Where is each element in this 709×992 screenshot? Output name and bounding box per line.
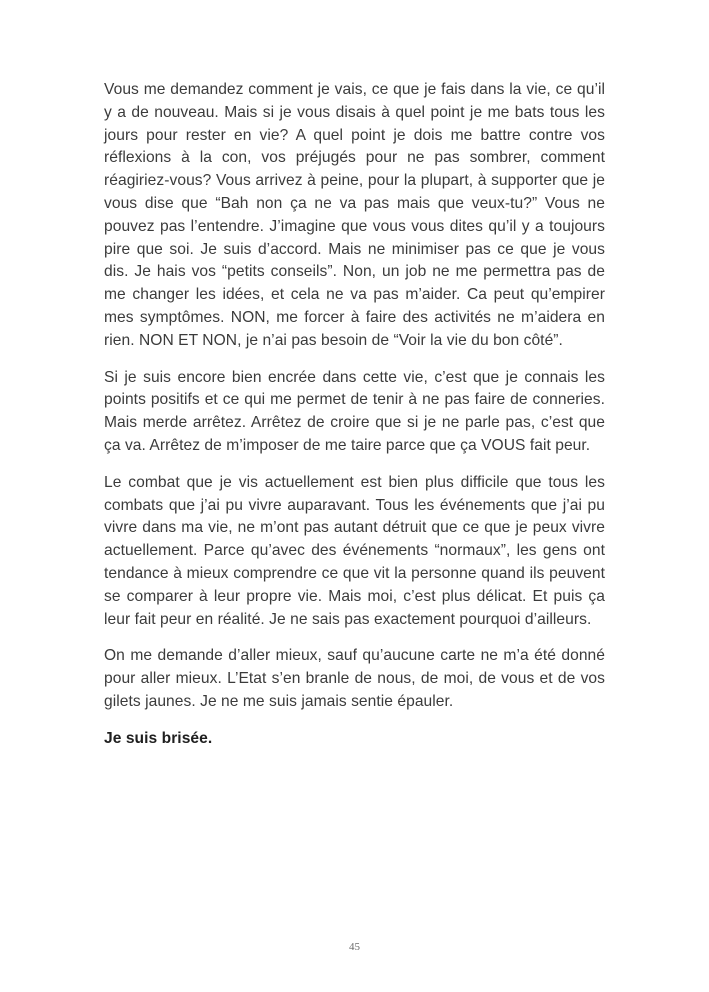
paragraph-3: Le combat que je vis actuellement est bien plus difficile que tous les combats que j’ai pu vivre auparavant. Tous les événements que j’ai pu vivre dans ma vie, ne m’ont pas autant détruit que ce que je peux vivre actuellement. Parce qu’avec des événements “normaux”, les gens ont tendance à mieux comprendre ce que vit la personne quand ils peuvent se comparer à leur propre vie. Mais moi, c’est plus délicat. Et puis ça leur fait peur en réalité. Je ne sais pas exactement pourquoi d’ailleurs. bbox=[104, 473, 605, 628]
paragraph-4: On me demande d’aller mieux, sauf qu’aucune carte ne m’a été donné pour aller mieux. L’Etat s’en branle de nous, de moi, de vous et de vos gilets jaunes. Je ne me suis jamais sentie épauler. bbox=[104, 647, 605, 710]
paragraph-2: Si je suis encore bien encrée dans cette vie, c’est que je connais les points positifs et ce qui me permet de tenir à ne pas faire de conneries. Mais merde arrêtez. Arrêtez de croire que si je ne parle pas, c’est que ça va. Arrêtez de m’imposer de me taire parce que ça VOUS fait peur. bbox=[104, 368, 605, 454]
page-number: 45 bbox=[349, 941, 360, 953]
page-body bbox=[104, 79, 605, 751]
closing-line: Je suis brisée. bbox=[104, 729, 213, 747]
paragraph-1: Vous me demandez comment je vais, ce que je fais dans la vie, ce qu’il y a de nouveau. Mais si je vous disais à quel point je me bats tous les jours pour rester en vie? A quel point je dois me battre contre vos réflexions à la con, vos préjugés pour ne pas sombrer, comment réagiriez-vous? Vous arrivez à peine, pour la plupart, à supporter que je vous dise que “Bah non ça ne va pas mais que veux-tu?” Vous ne pouvez pas l’entendre. J’imagine que vous vous dites qu’il y a toujours pire que soi. Je suis d’accord. Mais ne minimiser pas ce que je vous dis. Je hais vos “petits conseils”. Non, un job ne me permettra pas de me changer les idées, et cela ne va pas m’aider. Ca peut qu’empirer mes symptômes. NON, me forcer à faire des activités ne m’aidera en rien. NON ET NON, je n’ai pas besoin de “Voir la vie du bon côté”. bbox=[104, 81, 605, 349]
